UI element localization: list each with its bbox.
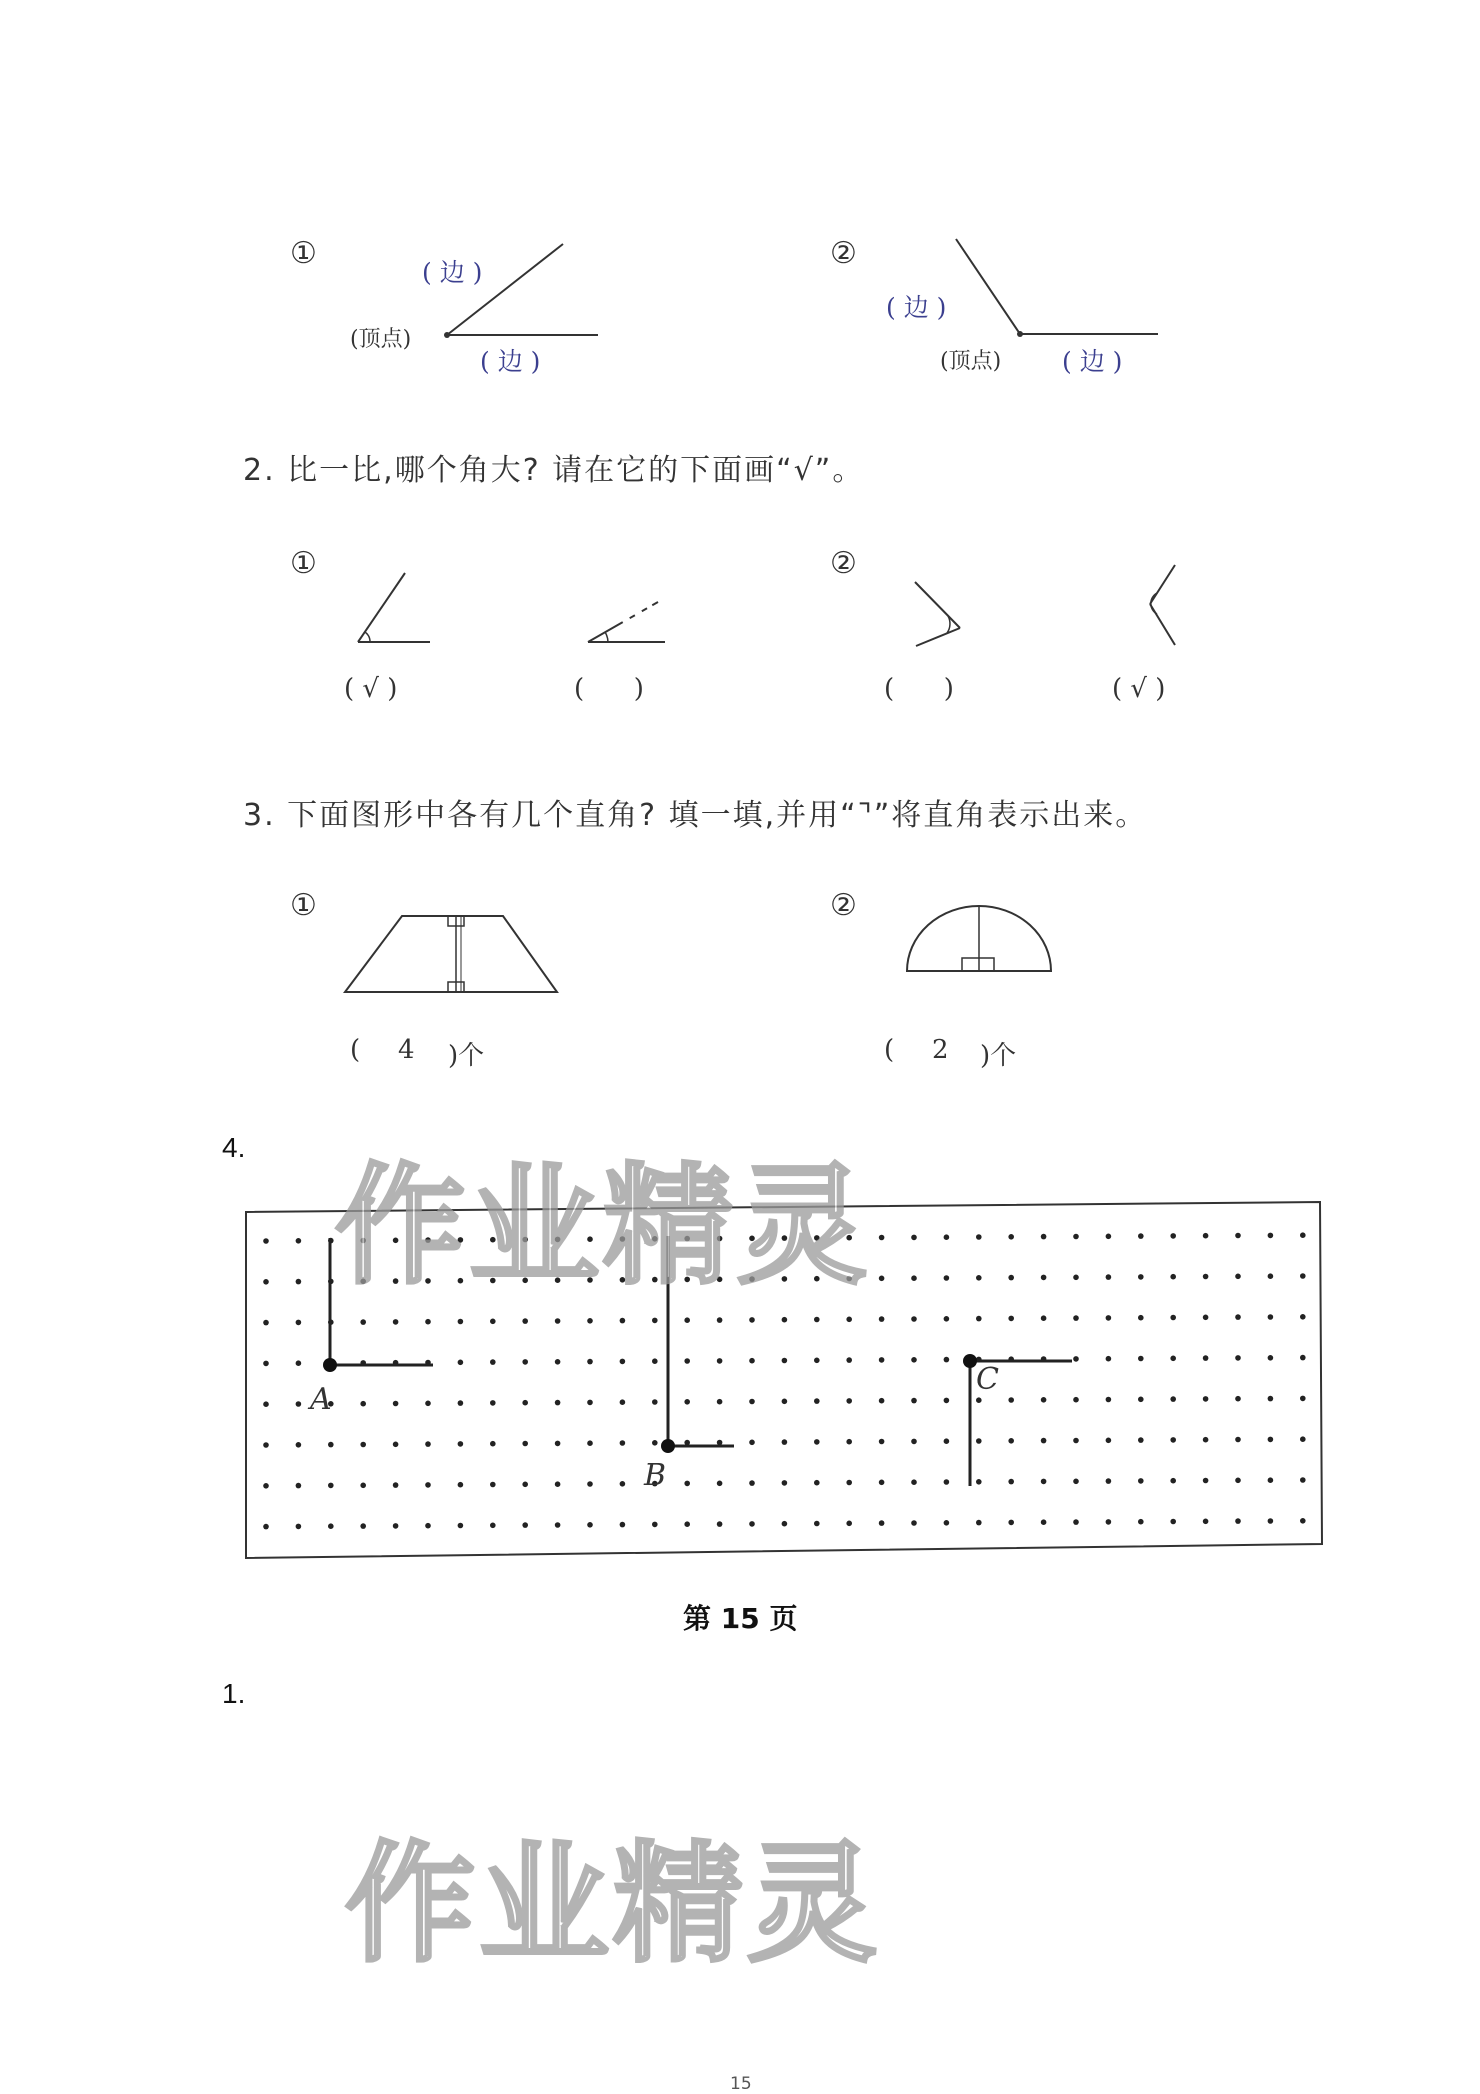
grid-dot	[360, 1401, 366, 1407]
grid-dot	[879, 1480, 885, 1486]
grid-dot	[425, 1523, 431, 1529]
grid-dot	[490, 1319, 496, 1325]
grid-dot	[1170, 1315, 1176, 1321]
grid-dot	[1300, 1273, 1306, 1279]
grid-dot	[1235, 1355, 1241, 1361]
grid-dot	[360, 1523, 366, 1529]
grid-dot	[976, 1438, 982, 1444]
grid-dot	[1268, 1437, 1274, 1443]
grid-dot	[263, 1401, 269, 1407]
next-item-label: 1.	[222, 1678, 246, 1709]
grid-dot	[296, 1442, 302, 1448]
grid-dot	[1235, 1274, 1241, 1280]
grid-dot	[749, 1399, 755, 1405]
grid-dot	[749, 1480, 755, 1486]
page-heading: 第 15 页	[683, 1602, 798, 1635]
grid-dot	[1235, 1518, 1241, 1524]
grid-dot	[458, 1319, 464, 1325]
grid-dot	[911, 1357, 917, 1363]
grid-dot	[393, 1442, 399, 1448]
grid-dot	[1008, 1316, 1014, 1322]
grid-dot	[1170, 1233, 1176, 1239]
grid-dot	[879, 1235, 885, 1241]
grid-dot	[1106, 1438, 1112, 1444]
grid-dot	[1041, 1315, 1047, 1321]
grid-dot	[944, 1275, 950, 1281]
grid-dot	[490, 1359, 496, 1365]
grid-dot	[976, 1234, 982, 1240]
grid-dot	[1268, 1355, 1274, 1361]
grid-dot	[620, 1318, 626, 1324]
grid-dot	[1235, 1478, 1241, 1484]
grid-dot	[263, 1320, 269, 1326]
grid-dot	[1138, 1356, 1144, 1362]
grid-dot	[976, 1520, 982, 1526]
grid-dot	[1041, 1397, 1047, 1403]
grid-dot	[490, 1482, 496, 1488]
grid-dot	[911, 1479, 917, 1485]
grid-dot	[1008, 1438, 1014, 1444]
grid-dot	[749, 1317, 755, 1323]
grid-dot	[458, 1360, 464, 1366]
watermark-bottom: 作业精灵	[345, 1828, 882, 1980]
grid-dot	[328, 1442, 334, 1448]
grid-dot	[846, 1480, 852, 1486]
grid-dot	[1138, 1437, 1144, 1443]
grid-dot	[814, 1398, 820, 1404]
grid-dot	[652, 1318, 658, 1324]
grid-dot	[587, 1522, 593, 1528]
grid-dot	[1106, 1397, 1112, 1403]
grid-dot	[1073, 1315, 1079, 1321]
q3-item2-number: ②	[830, 888, 857, 923]
q3-item1-open-paren: (	[350, 1035, 361, 1065]
grid-dot	[587, 1400, 593, 1406]
grid-dot	[620, 1399, 626, 1405]
grid-dot	[814, 1358, 820, 1364]
q1-item2-right-side-label: ( 边 )	[1062, 347, 1123, 376]
grid-dot	[717, 1481, 723, 1487]
grid-dot	[879, 1398, 885, 1404]
grid-dot	[1073, 1275, 1079, 1281]
grid-dot	[879, 1357, 885, 1363]
grid-dot	[782, 1317, 788, 1323]
grid-dot	[976, 1397, 982, 1403]
grid-dot	[1203, 1355, 1209, 1361]
grid-dot	[1268, 1477, 1274, 1483]
grid-dot	[490, 1400, 496, 1406]
grid-dot	[425, 1319, 431, 1325]
grid-dot	[846, 1439, 852, 1445]
grid-dot	[263, 1279, 269, 1285]
grid-dot	[296, 1360, 302, 1366]
grid-dot	[522, 1522, 528, 1528]
grid-dot	[490, 1441, 496, 1447]
grid-dot	[263, 1483, 269, 1489]
q2-item1-number: ①	[290, 546, 317, 581]
grid-dot	[749, 1521, 755, 1527]
grid-dot	[652, 1440, 658, 1446]
grid-dot	[1041, 1275, 1047, 1281]
grid-dot	[1235, 1396, 1241, 1402]
grid-dot	[1073, 1397, 1079, 1403]
grid-dot	[1203, 1233, 1209, 1239]
grid-dot	[684, 1399, 690, 1405]
grid-dot	[425, 1401, 431, 1407]
grid-dot	[846, 1317, 852, 1323]
grid-dot	[296, 1279, 302, 1285]
grid-dot	[296, 1524, 302, 1530]
grid-dot	[944, 1316, 950, 1322]
grid-dot	[1073, 1479, 1079, 1485]
grid-dot	[555, 1318, 561, 1324]
grid-dot	[1268, 1518, 1274, 1524]
grid-dot	[782, 1521, 788, 1527]
grid-dot	[944, 1234, 950, 1240]
grid-dot	[1106, 1478, 1112, 1484]
grid-dot	[1300, 1436, 1306, 1442]
grid-dot	[879, 1276, 885, 1282]
grid-dot	[782, 1358, 788, 1364]
grid-dot	[620, 1522, 626, 1528]
grid-dot	[684, 1521, 690, 1527]
q1-item1-vertex-label: (顶点)	[350, 327, 412, 352]
grid-dot	[911, 1275, 917, 1281]
grid-dot	[555, 1481, 561, 1487]
grid-dot	[1235, 1233, 1241, 1239]
q3-item2-close-paren: )个	[980, 1041, 1017, 1071]
grid-dot	[1170, 1274, 1176, 1280]
grid-dot	[782, 1439, 788, 1445]
q1-item1-number: ①	[290, 236, 317, 271]
grid-dot	[684, 1358, 690, 1364]
grid-dot	[458, 1523, 464, 1529]
grid-dot	[814, 1439, 820, 1445]
grid-dot	[1300, 1477, 1306, 1483]
grid-dot	[1170, 1356, 1176, 1362]
q1-item2-left-side-label: ( 边 )	[886, 293, 947, 322]
q3-title: 3. 下面图形中各有几个直角? 填一填,并用“⌝”将直角表示出来。	[243, 798, 1148, 833]
grid-dot	[911, 1316, 917, 1322]
q1-item2-number: ②	[830, 236, 857, 271]
grid-dot	[652, 1358, 658, 1364]
grid-dot	[522, 1318, 528, 1324]
grid-dot	[1170, 1478, 1176, 1484]
grid-dot	[782, 1480, 788, 1486]
q1-item2-vertex-label: (顶点)	[940, 349, 1002, 374]
grid-dot	[1138, 1233, 1144, 1239]
grid-dot	[846, 1521, 852, 1527]
grid-dot	[944, 1479, 950, 1485]
grid-dot	[555, 1441, 561, 1447]
grid-dot	[1300, 1396, 1306, 1402]
grid-dot	[1073, 1234, 1079, 1240]
grid-dot	[1203, 1519, 1209, 1525]
grid-dot	[1041, 1234, 1047, 1240]
grid-dot	[879, 1439, 885, 1445]
grid-dot	[814, 1480, 820, 1486]
grid-dot	[1138, 1519, 1144, 1525]
grid-dot	[1268, 1233, 1274, 1239]
grid-dot	[911, 1439, 917, 1445]
q2-item1-answer-a: ( √ )	[344, 674, 398, 704]
grid-dot	[911, 1235, 917, 1241]
point-b-label: B	[644, 1458, 667, 1493]
grid-dot	[717, 1399, 723, 1405]
grid-dot	[1041, 1438, 1047, 1444]
grid-dot	[620, 1481, 626, 1487]
grid-dot	[1106, 1315, 1112, 1321]
grid-dot	[296, 1320, 302, 1326]
grid-dot	[846, 1398, 852, 1404]
grid-dot	[976, 1479, 982, 1485]
grid-dot	[652, 1399, 658, 1405]
q3-item2-count: 2	[932, 1035, 949, 1065]
grid-dot	[620, 1359, 626, 1365]
grid-dot	[587, 1481, 593, 1487]
watermark-top: 作业精灵	[335, 1150, 872, 1302]
grid-dot	[1300, 1314, 1306, 1320]
grid-dot	[522, 1400, 528, 1406]
grid-dot	[1300, 1232, 1306, 1238]
grid-dot	[360, 1319, 366, 1325]
grid-dot	[490, 1523, 496, 1529]
q1-item1-bottom-side-label: ( 边 )	[480, 347, 541, 376]
grid-dot	[1138, 1478, 1144, 1484]
grid-dot	[1008, 1479, 1014, 1485]
q2-item1-answer-b: ( )	[574, 674, 644, 704]
grid-dot	[944, 1438, 950, 1444]
grid-dot	[522, 1441, 528, 1447]
grid-dot	[717, 1521, 723, 1527]
q2-title: 2. 比一比,哪个角大? 请在它的下面画“√”。	[243, 453, 865, 488]
grid-dot	[296, 1483, 302, 1489]
grid-dot	[944, 1520, 950, 1526]
grid-dot	[1073, 1438, 1079, 1444]
grid-dot	[911, 1520, 917, 1526]
grid-dot	[296, 1238, 302, 1244]
q3-item2-open-paren: (	[884, 1035, 895, 1065]
grid-dot	[425, 1482, 431, 1488]
q1-item1-top-side-label: ( 边 )	[422, 258, 483, 287]
grid-dot	[425, 1441, 431, 1447]
grid-dot	[846, 1357, 852, 1363]
grid-dot	[1041, 1519, 1047, 1525]
grid-dot	[911, 1398, 917, 1404]
grid-dot	[814, 1317, 820, 1323]
grid-dot	[976, 1316, 982, 1322]
grid-dot	[879, 1316, 885, 1322]
q4-label: 4.	[222, 1132, 246, 1163]
grid-dot	[522, 1482, 528, 1488]
q2-item2-number: ②	[830, 546, 857, 581]
grid-dot	[717, 1358, 723, 1364]
grid-dot	[1300, 1518, 1306, 1524]
grid-dot	[587, 1318, 593, 1324]
grid-dot	[296, 1401, 302, 1407]
grid-dot	[684, 1481, 690, 1487]
grid-dot	[1041, 1479, 1047, 1485]
grid-dot	[944, 1357, 950, 1363]
grid-dot	[1268, 1314, 1274, 1320]
grid-dot	[1203, 1437, 1209, 1443]
grid-dot	[620, 1440, 626, 1446]
grid-dot	[1073, 1519, 1079, 1525]
page-number: 15	[730, 2074, 752, 2094]
grid-dot	[393, 1319, 399, 1325]
q2-item2-answer-a: ( )	[884, 674, 954, 704]
grid-dot	[360, 1483, 366, 1489]
grid-dot	[1106, 1356, 1112, 1362]
grid-dot	[1170, 1396, 1176, 1402]
grid-dot	[393, 1401, 399, 1407]
grid-dot	[782, 1399, 788, 1405]
grid-dot	[328, 1483, 334, 1489]
grid-dot	[555, 1359, 561, 1365]
grid-dot	[263, 1361, 269, 1367]
grid-dot	[1235, 1437, 1241, 1443]
grid-dot	[1268, 1396, 1274, 1402]
grid-dot	[749, 1440, 755, 1446]
q3-item1-number: ①	[290, 888, 317, 923]
grid-dot	[263, 1442, 269, 1448]
grid-dot	[458, 1482, 464, 1488]
grid-dot	[1138, 1274, 1144, 1280]
grid-dot	[1170, 1519, 1176, 1525]
grid-dot	[1203, 1478, 1209, 1484]
grid-dot	[555, 1400, 561, 1406]
grid-dot	[1138, 1397, 1144, 1403]
grid-dot	[328, 1523, 334, 1529]
grid-dot	[1235, 1314, 1241, 1320]
grid-dot	[458, 1400, 464, 1406]
grid-dot	[1203, 1396, 1209, 1402]
grid-dot	[1203, 1274, 1209, 1280]
grid-dot	[587, 1359, 593, 1365]
grid-dot	[684, 1317, 690, 1323]
grid-dot	[458, 1441, 464, 1447]
grid-dot	[976, 1275, 982, 1281]
point-c-label: C	[976, 1362, 999, 1397]
grid-dot	[522, 1359, 528, 1365]
grid-dot	[717, 1440, 723, 1446]
grid-dot	[263, 1524, 269, 1530]
grid-dot	[1008, 1520, 1014, 1526]
q3-item1-count: 4	[398, 1035, 415, 1065]
grid-dot	[1008, 1397, 1014, 1403]
grid-dot	[587, 1440, 593, 1446]
grid-dot	[1106, 1274, 1112, 1280]
point-a-label: A	[310, 1382, 332, 1417]
grid-dot	[1106, 1234, 1112, 1240]
grid-dot	[1138, 1315, 1144, 1321]
grid-dot	[879, 1520, 885, 1526]
grid-dot	[360, 1442, 366, 1448]
grid-dot	[1008, 1275, 1014, 1281]
q2-item2-answer-b: ( √ )	[1112, 674, 1166, 704]
grid-dot	[263, 1238, 269, 1244]
grid-dot	[944, 1398, 950, 1404]
grid-dot	[1106, 1519, 1112, 1525]
grid-dot	[1268, 1273, 1274, 1279]
grid-dot	[652, 1522, 658, 1528]
grid-dot	[1073, 1356, 1079, 1362]
grid-dot	[1008, 1234, 1014, 1240]
grid-dot	[749, 1358, 755, 1364]
grid-dot	[393, 1482, 399, 1488]
q3-item1-close-paren: )个	[448, 1041, 485, 1071]
grid-dot	[1300, 1355, 1306, 1361]
grid-dot	[1203, 1315, 1209, 1321]
grid-dot	[1170, 1437, 1176, 1443]
grid-dot	[717, 1317, 723, 1323]
grid-dot	[555, 1522, 561, 1528]
grid-dot	[393, 1523, 399, 1529]
grid-dot	[814, 1521, 820, 1527]
